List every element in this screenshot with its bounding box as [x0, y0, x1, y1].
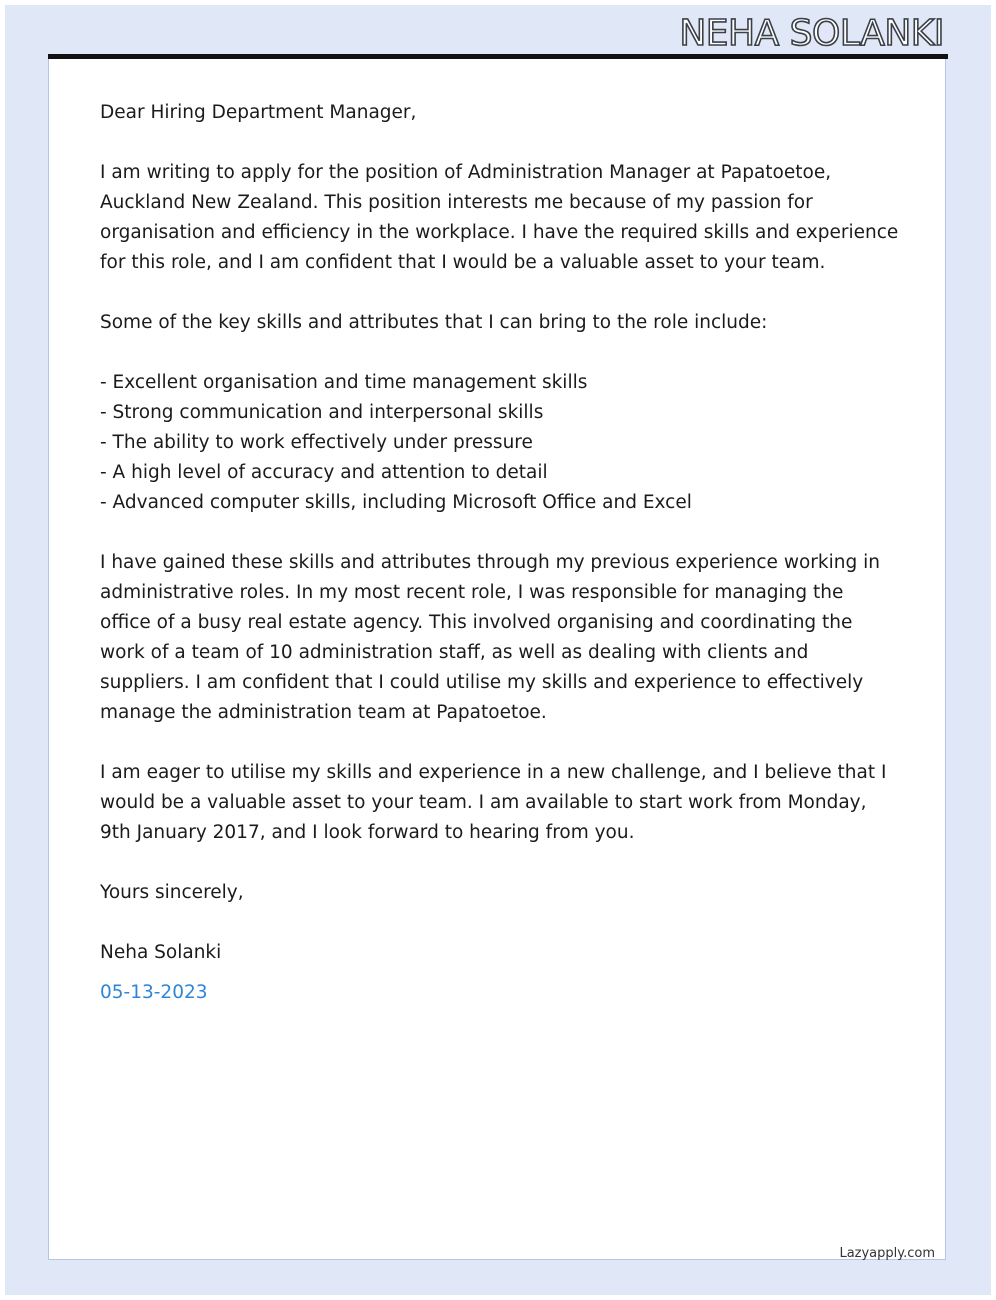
closing-paragraph: I am eager to utilise my skills and experience in a new challenge, and I believe that I would be a valuable asset to your team. I am available to start work from Monday, 9th January 2017, and I look forward to hearing from you. — [100, 762, 887, 843]
footer-brand: Lazyapply.com — [839, 1246, 935, 1261]
list-item: - The ability to work effectively under pressure — [100, 432, 533, 453]
intro-paragraph: I am writing to apply for the position of Administration Manager at Papatoetoe, Auckland New Zealand. This position interests me because of my passion for organisation and efficiency in the workplace. I have the required skills and experience for this role, and I am confident that I would be a valuable asset to your team. — [100, 162, 899, 273]
list-item: - Strong communication and interpersonal skills — [100, 402, 544, 423]
list-item: - Advanced computer skills, including Microsoft Office and Excel — [100, 492, 692, 513]
applicant-name: NEHA SOLANKI — [679, 13, 944, 54]
skills-intro: Some of the key skills and attributes that I can bring to the role include: — [100, 312, 768, 333]
experience-paragraph: I have gained these skills and attributes through my previous experience working in administrative roles. In my most recent role, I was responsible for managing the office of a busy real estate agency. This involved organising and coordinating the work of a team of 10 administration staff, as well as dealing with clients and suppliers. I am confident that I could utilise my skills and experience to effectively manage the administration team at Papatoetoe. — [100, 552, 880, 723]
skills-list — [100, 368, 900, 518]
salutation: Dear Hiring Department Manager, — [100, 102, 417, 123]
letter-date-line — [100, 978, 900, 1008]
signature: Neha Solanki — [100, 942, 222, 963]
signoff: Yours sincerely, — [100, 882, 244, 903]
letter-date: 05-13-2023 — [100, 982, 208, 1003]
letter-body — [100, 98, 900, 1008]
list-item: - Excellent organisation and time management skills — [100, 372, 588, 393]
list-item: - A high level of accuracy and attention to detail — [100, 462, 548, 483]
